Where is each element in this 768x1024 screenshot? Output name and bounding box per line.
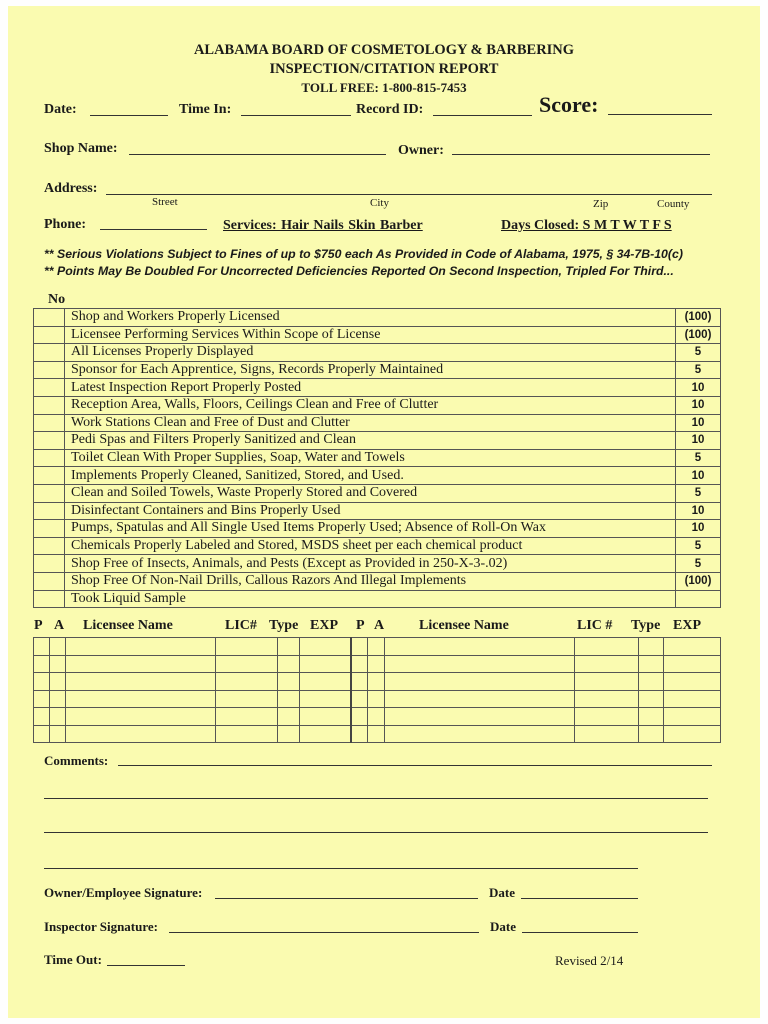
licensee-cell[interactable] bbox=[277, 673, 299, 691]
checklist-item-text: Work Stations Clean and Free of Dust and Clutter bbox=[65, 414, 676, 432]
licensee-cell[interactable] bbox=[351, 673, 368, 691]
checklist-item-points: 5 bbox=[676, 449, 721, 467]
licensee-cell[interactable] bbox=[351, 725, 368, 743]
licensee-cell[interactable] bbox=[575, 708, 639, 726]
header-present-2: P bbox=[356, 618, 365, 633]
licensee-cell[interactable] bbox=[215, 690, 277, 708]
licensee-cell[interactable] bbox=[639, 673, 664, 691]
header-exp-1: EXP bbox=[310, 618, 338, 633]
licensee-cell[interactable] bbox=[34, 725, 50, 743]
licensee-cell[interactable] bbox=[65, 638, 215, 656]
checklist-row bbox=[34, 361, 721, 379]
header-type-1: Type bbox=[269, 618, 299, 633]
checklist-item-points bbox=[676, 590, 721, 608]
county-caption: County bbox=[657, 198, 690, 210]
fines-note: ** Serious Violations Subject to Fines of up to $750 each As Provided in Code of Alabama, 1975, § 34-7B-10(c) bbox=[44, 247, 683, 261]
checklist-row bbox=[34, 572, 721, 590]
time-in-field[interactable] bbox=[241, 115, 351, 116]
checklist-item-points: 10 bbox=[676, 379, 721, 397]
checklist-item-points: 5 bbox=[676, 537, 721, 555]
licensee-cell[interactable] bbox=[575, 655, 639, 673]
checklist-no-cell[interactable] bbox=[34, 502, 65, 520]
owner-date-label: Date bbox=[489, 885, 515, 900]
comments-line-3[interactable] bbox=[44, 832, 708, 833]
licensee-cell[interactable] bbox=[299, 673, 351, 691]
licensee-cell[interactable] bbox=[49, 673, 65, 691]
checklist-item-text: Disinfectant Containers and Bins Properly Used bbox=[65, 502, 676, 520]
licensee-cell[interactable] bbox=[299, 655, 351, 673]
checklist-item-points: 5 bbox=[676, 484, 721, 502]
comments-label: Comments: bbox=[44, 753, 109, 768]
checklist-row bbox=[34, 432, 721, 450]
address-label: Address: bbox=[44, 181, 98, 196]
checklist-row bbox=[34, 502, 721, 520]
comments-line-1[interactable] bbox=[118, 765, 712, 766]
no-column-header: No bbox=[48, 292, 66, 307]
address-field[interactable] bbox=[106, 194, 712, 195]
checklist-item-points: (100) bbox=[676, 572, 721, 590]
licensee-cell[interactable] bbox=[664, 655, 721, 673]
checklist-row bbox=[34, 590, 721, 608]
owner-signature-field[interactable] bbox=[215, 898, 478, 899]
licensee-cell[interactable] bbox=[351, 655, 368, 673]
time-out-label: Time Out: bbox=[44, 952, 102, 967]
checklist-row bbox=[34, 449, 721, 467]
checklist-no-cell[interactable] bbox=[34, 590, 65, 608]
licensee-cell[interactable] bbox=[34, 690, 50, 708]
licensee-cell[interactable] bbox=[639, 638, 664, 656]
licensee-cell[interactable] bbox=[49, 708, 65, 726]
licensee-cell[interactable] bbox=[664, 725, 721, 743]
licensee-cell[interactable] bbox=[639, 655, 664, 673]
licensee-table bbox=[33, 637, 721, 743]
licensee-cell[interactable] bbox=[351, 638, 368, 656]
date-label: Date: bbox=[44, 102, 77, 117]
checklist-row bbox=[34, 537, 721, 555]
record-id-label: Record ID: bbox=[356, 102, 424, 117]
licensee-cell[interactable] bbox=[299, 708, 351, 726]
checklist-no-cell[interactable] bbox=[34, 449, 65, 467]
licensee-cell[interactable] bbox=[277, 655, 299, 673]
checklist-no-cell[interactable] bbox=[34, 309, 65, 327]
checklist-item-points: (100) bbox=[676, 309, 721, 327]
checklist-no-cell[interactable] bbox=[34, 361, 65, 379]
checklist-item-points: (100) bbox=[676, 326, 721, 344]
licensee-cell[interactable] bbox=[215, 725, 277, 743]
licensee-row bbox=[34, 638, 721, 656]
licensee-cell[interactable] bbox=[385, 708, 575, 726]
checklist-row bbox=[34, 520, 721, 538]
licensee-cell[interactable] bbox=[277, 690, 299, 708]
licensee-cell[interactable] bbox=[215, 638, 277, 656]
checklist-no-cell[interactable] bbox=[34, 555, 65, 573]
licensee-cell[interactable] bbox=[575, 673, 639, 691]
checklist-item-text: Sponsor for Each Apprentice, Signs, Records Properly Maintained bbox=[65, 361, 676, 379]
date-field[interactable] bbox=[90, 115, 168, 116]
licensee-cell[interactable] bbox=[368, 690, 385, 708]
checklist-no-cell[interactable] bbox=[34, 537, 65, 555]
shop-name-label: Shop Name: bbox=[44, 141, 118, 156]
checklist-no-cell[interactable] bbox=[34, 326, 65, 344]
header-type-2: Type bbox=[631, 618, 661, 633]
licensee-cell[interactable] bbox=[575, 690, 639, 708]
checklist-no-cell[interactable] bbox=[34, 396, 65, 414]
checklist-item-text: Took Liquid Sample bbox=[65, 590, 676, 608]
inspector-signature-label: Inspector Signature: bbox=[44, 919, 158, 934]
time-in-label: Time In: bbox=[179, 102, 232, 117]
licensee-cell[interactable] bbox=[277, 725, 299, 743]
form-subtitle: INSPECTION/CITATION REPORT bbox=[269, 61, 499, 77]
checklist-row bbox=[34, 379, 721, 397]
phone-field[interactable] bbox=[100, 229, 207, 230]
owner-signature-label: Owner/Employee Signature: bbox=[44, 885, 203, 900]
days-closed-options[interactable]: Days Closed: S M T W T F S bbox=[501, 218, 672, 233]
licensee-cell[interactable] bbox=[664, 708, 721, 726]
licensee-cell[interactable] bbox=[368, 638, 385, 656]
score-label: Score: bbox=[539, 92, 599, 117]
licensee-cell[interactable] bbox=[664, 673, 721, 691]
licensee-row bbox=[34, 655, 721, 673]
street-caption: Street bbox=[152, 196, 178, 208]
licensee-cell[interactable] bbox=[65, 690, 215, 708]
licensee-cell[interactable] bbox=[65, 725, 215, 743]
licensee-cell[interactable] bbox=[639, 708, 664, 726]
licensee-cell[interactable] bbox=[34, 708, 50, 726]
licensee-cell[interactable] bbox=[575, 725, 639, 743]
header-licensee-name-1: Licensee Name bbox=[83, 618, 173, 633]
owner-label: Owner: bbox=[398, 143, 444, 158]
header-absent-2: A bbox=[374, 618, 385, 633]
checklist-item-points: 10 bbox=[676, 414, 721, 432]
licensee-cell[interactable] bbox=[277, 708, 299, 726]
licensee-row bbox=[34, 673, 721, 691]
licensee-cell[interactable] bbox=[49, 655, 65, 673]
checklist-row bbox=[34, 484, 721, 502]
licensee-cell[interactable] bbox=[639, 690, 664, 708]
header-present-1: P bbox=[34, 618, 43, 633]
checklist-item-text: All Licenses Properly Displayed bbox=[65, 344, 676, 362]
licensee-cell[interactable] bbox=[65, 673, 215, 691]
licensee-cell[interactable] bbox=[368, 673, 385, 691]
checklist-item-points: 10 bbox=[676, 396, 721, 414]
record-id-field[interactable] bbox=[433, 115, 532, 116]
licensee-cell[interactable] bbox=[215, 655, 277, 673]
checklist-no-cell[interactable] bbox=[34, 414, 65, 432]
checklist-item-text: Implements Properly Cleaned, Sanitized, Stored, and Used. bbox=[65, 467, 676, 485]
checklist-item-text: Shop Free of Insects, Animals, and Pests (Except as Provided in 250-X-3-.02) bbox=[65, 555, 676, 573]
inspector-signature-field[interactable] bbox=[169, 932, 479, 933]
checklist-item-text: Pedi Spas and Filters Properly Sanitized and Clean bbox=[65, 432, 676, 450]
checklist-row bbox=[34, 414, 721, 432]
licensee-cell[interactable] bbox=[368, 655, 385, 673]
header-lic-1: LIC# bbox=[225, 618, 257, 633]
checklist-item-text: Clean and Soiled Towels, Waste Properly Stored and Covered bbox=[65, 484, 676, 502]
licensee-cell[interactable] bbox=[385, 655, 575, 673]
licensee-row bbox=[34, 708, 721, 726]
header-absent-1: A bbox=[54, 618, 65, 633]
licensee-cell[interactable] bbox=[49, 690, 65, 708]
checklist-item-text: Shop and Workers Properly Licensed bbox=[65, 309, 676, 327]
zip-caption: Zip bbox=[593, 198, 609, 210]
shop-name-field[interactable] bbox=[129, 154, 386, 155]
checklist-no-cell[interactable] bbox=[34, 484, 65, 502]
checklist-item-points: 10 bbox=[676, 467, 721, 485]
checklist-item-points: 5 bbox=[676, 361, 721, 379]
checklist-item-points: 5 bbox=[676, 555, 721, 573]
checklist-item-text: Latest Inspection Report Properly Posted bbox=[65, 379, 676, 397]
comments-line-2[interactable] bbox=[44, 798, 708, 799]
city-caption: City bbox=[370, 197, 389, 209]
licensee-cell[interactable] bbox=[351, 708, 368, 726]
inspector-date-field[interactable] bbox=[522, 932, 638, 933]
violations-checklist bbox=[33, 308, 721, 608]
licensee-cell[interactable] bbox=[385, 673, 575, 691]
phone-label: Phone: bbox=[44, 217, 86, 232]
licensee-cell[interactable] bbox=[639, 725, 664, 743]
licensee-cell[interactable] bbox=[368, 725, 385, 743]
points-note: ** Points May Be Doubled For Uncorrected Deficiencies Reported On Second Inspection, Tripled For Third... bbox=[44, 264, 674, 278]
inspector-date-label: Date bbox=[490, 919, 516, 934]
checklist-row bbox=[34, 467, 721, 485]
checklist-item-points: 10 bbox=[676, 520, 721, 538]
licensee-cell[interactable] bbox=[277, 638, 299, 656]
licensee-cell[interactable] bbox=[299, 725, 351, 743]
header-exp-2: EXP bbox=[673, 618, 701, 633]
checklist-no-cell[interactable] bbox=[34, 467, 65, 485]
checklist-row bbox=[34, 309, 721, 327]
checklist-row bbox=[34, 326, 721, 344]
licensee-cell[interactable] bbox=[368, 708, 385, 726]
licensee-cell[interactable] bbox=[385, 638, 575, 656]
checklist-item-text: Pumps, Spatulas and All Single Used Items Properly Used; Absence of Roll-On Wax bbox=[65, 520, 676, 538]
checklist-row bbox=[34, 344, 721, 362]
toll-free-number: TOLL FREE: 1-800-815-7453 bbox=[301, 80, 467, 95]
licensee-cell[interactable] bbox=[664, 638, 721, 656]
checklist-no-cell[interactable] bbox=[34, 520, 65, 538]
header-licensee-name-2: Licensee Name bbox=[419, 618, 509, 633]
form-title: ALABAMA BOARD OF COSMETOLOGY & BARBERING bbox=[193, 42, 575, 58]
checklist-no-cell[interactable] bbox=[34, 379, 65, 397]
checklist-row bbox=[34, 555, 721, 573]
licensee-cell[interactable] bbox=[385, 690, 575, 708]
licensee-cell[interactable] bbox=[215, 708, 277, 726]
checklist-item-text: Shop Free Of Non-Nail Drills, Callous Razors And Illegal Implements bbox=[65, 572, 676, 590]
header-lic-2: LIC # bbox=[577, 618, 613, 633]
checklist-item-text: Licensee Performing Services Within Scope of License bbox=[65, 326, 676, 344]
licensee-cell[interactable] bbox=[34, 638, 50, 656]
licensee-cell[interactable] bbox=[65, 655, 215, 673]
licensee-cell[interactable] bbox=[299, 690, 351, 708]
licensee-cell[interactable] bbox=[65, 708, 215, 726]
checklist-item-text: Toilet Clean With Proper Supplies, Soap, Water and Towels bbox=[65, 449, 676, 467]
licensee-cell[interactable] bbox=[34, 673, 50, 691]
revision-note: Revised 2/14 bbox=[555, 953, 624, 968]
checklist-row bbox=[34, 396, 721, 414]
licensee-cell[interactable] bbox=[351, 690, 368, 708]
time-out-field[interactable] bbox=[107, 965, 185, 966]
owner-date-field[interactable] bbox=[521, 898, 638, 899]
checklist-item-text: Chemicals Properly Labeled and Stored, MSDS sheet per each chemical product bbox=[65, 537, 676, 555]
comments-line-4[interactable] bbox=[44, 868, 638, 869]
owner-field[interactable] bbox=[452, 154, 710, 155]
checklist-item-points: 10 bbox=[676, 432, 721, 450]
licensee-cell[interactable] bbox=[49, 638, 65, 656]
checklist-no-cell[interactable] bbox=[34, 572, 65, 590]
licensee-cell[interactable] bbox=[34, 655, 50, 673]
licensee-row bbox=[34, 725, 721, 743]
checklist-no-cell[interactable] bbox=[34, 344, 65, 362]
inspection-form bbox=[8, 6, 760, 1018]
licensee-cell[interactable] bbox=[299, 638, 351, 656]
licensee-cell[interactable] bbox=[664, 690, 721, 708]
checklist-item-points: 10 bbox=[676, 502, 721, 520]
checklist-item-text: Reception Area, Walls, Floors, Ceilings Clean and Free of Clutter bbox=[65, 396, 676, 414]
licensee-cell[interactable] bbox=[49, 725, 65, 743]
licensee-cell[interactable] bbox=[575, 638, 639, 656]
licensee-cell[interactable] bbox=[215, 673, 277, 691]
score-field[interactable] bbox=[608, 114, 712, 115]
licensee-row bbox=[34, 690, 721, 708]
checklist-item-points: 5 bbox=[676, 344, 721, 362]
licensee-cell[interactable] bbox=[385, 725, 575, 743]
services-options[interactable]: Services: Hair Nails Skin Barber bbox=[223, 218, 423, 233]
checklist-no-cell[interactable] bbox=[34, 432, 65, 450]
